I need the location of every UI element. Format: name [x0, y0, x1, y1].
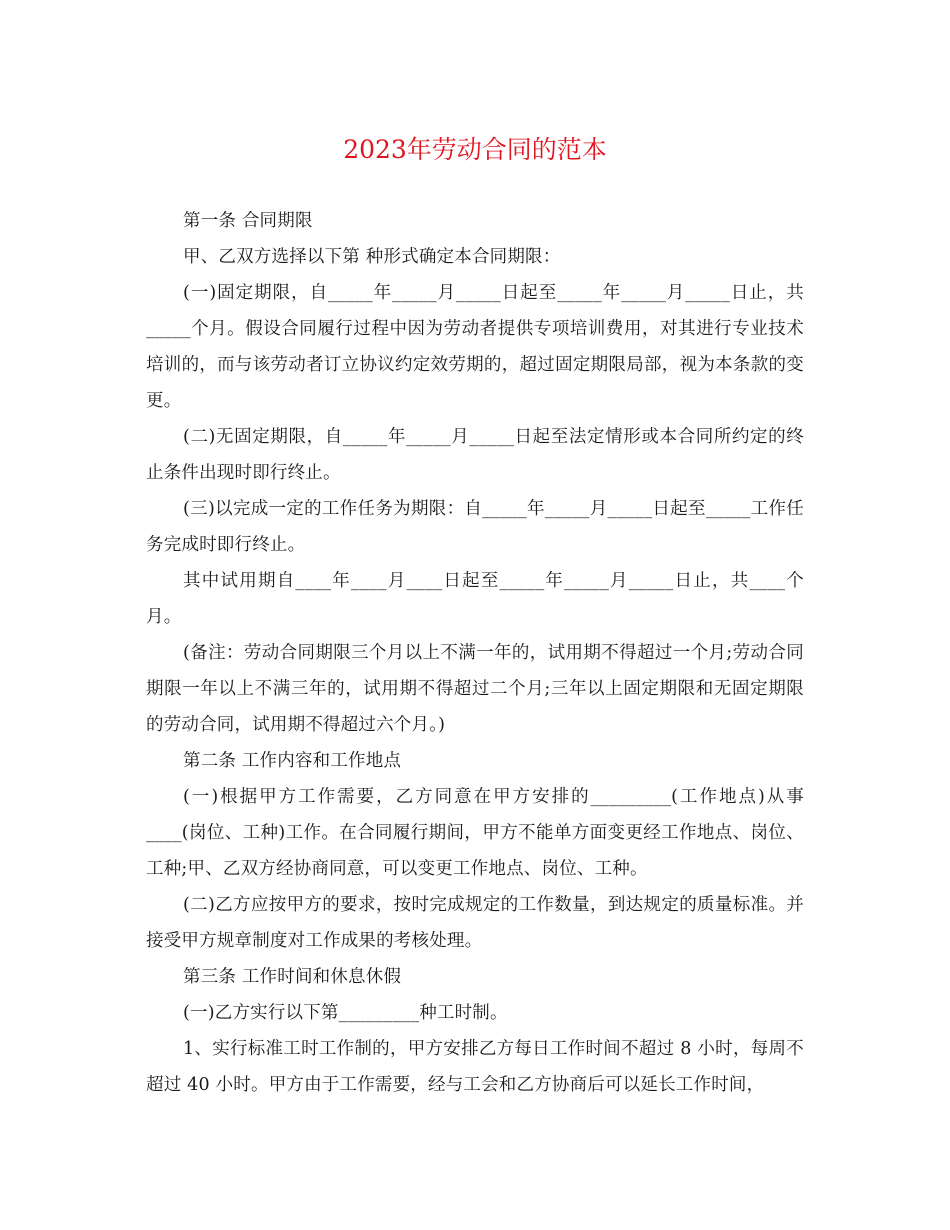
paragraph-open-ended-term: (二)无固定期限，自_____年_____月_____日起至法定情形或本合同所约定的终止条件出现时即行终止。 — [146, 427, 804, 483]
paragraph-probation-period: 其中试用期自____年____月____日起至_____年_____月_____日止，共____个月。 — [146, 571, 804, 627]
paragraph-working-hours-system: (一)乙方实行以下第_________种工时制。 — [183, 1003, 508, 1023]
paragraph-work-requirements: (二)乙方应按甲方的要求，按时完成规定的工作数量，到达规定的质量标准。并接受甲方规章制度对工作成果的考核处理。 — [146, 895, 804, 951]
paragraph-task-based-term: (三)以完成一定的工作任务为期限：自_____年_____月_____日起至_____工作任务完成时即行终止。 — [146, 499, 804, 555]
paragraph-probation-note: (备注：劳动合同期限三个月以上不满一年的，试用期不得超过一个月;劳动合同期限一年以上不满三年的，试用期不得超过二个月;三年以上固定期限和无固定期限的劳动合同，试用期不得超过六个月。) — [146, 643, 804, 735]
document-title: 2023年劳动合同的范本 — [343, 135, 607, 164]
paragraph-term-choice: 甲、乙双方选择以下第 种形式确定本合同期限： — [183, 247, 561, 267]
section-heading-article-2: 第二条 工作内容和工作地点 — [183, 751, 402, 771]
paragraph-work-location: (一)根据甲方工作需要，乙方同意在甲方安排的_________(工作地点)从事____(岗位、工种)工作。在合同履行期间，甲方不能单方面变更经工作地点、岗位、工种;甲、乙双方经协商同意，可以变更工作地点、岗位、工种。 — [146, 787, 804, 879]
section-heading-article-1: 第一条 合同期限 — [183, 211, 313, 231]
paragraph-fixed-term: (一)固定期限，自_____年_____月_____日起至_____年_____月_____日止，共_____个月。假设合同履行过程中因为劳动者提供专项培训费用，对其进行专业技术培训的，而与该劳动者订立协议约定效劳期的，超过固定期限局部，视为本条款的变更。 — [146, 283, 804, 411]
section-heading-article-3: 第三条 工作时间和休息休假 — [183, 967, 402, 987]
document-body — [146, 203, 804, 1103]
paragraph-standard-hours: 1、实行标准工时工作制的，甲方安排乙方每日工作时间不超过 8 小时，每周不超过 40 小时。甲方由于工作需要，经与工会和乙方协商后可以延长工作时间， — [146, 1039, 804, 1095]
